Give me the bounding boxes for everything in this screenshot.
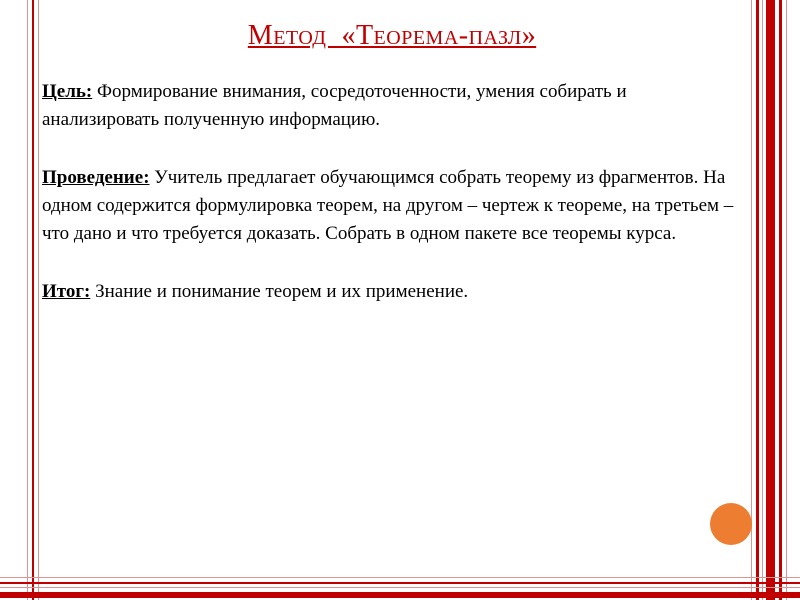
paragraph-procedure: [42, 164, 742, 248]
left-border-line: [27, 0, 28, 600]
accent-circle: [710, 503, 752, 545]
right-border-line: [756, 0, 759, 600]
right-border-line: [751, 0, 752, 600]
paragraph-goal-label: Цель:: [42, 81, 93, 102]
right-border-line: [766, 0, 775, 600]
slide-title: Метод «Теорема-пазл»: [247, 20, 537, 51]
bottom-border-line: [0, 592, 800, 598]
paragraph-result-label: Итог:: [42, 281, 91, 302]
bottom-border-line: [0, 577, 800, 578]
bottom-border-line: [0, 582, 800, 584]
right-border-line: [762, 0, 763, 600]
slide-content: [42, 20, 742, 336]
right-border-line: [786, 0, 787, 600]
right-border-line: [779, 0, 782, 600]
paragraph-result-text: Знание и понимание теорем и их применение.: [95, 281, 469, 302]
bottom-border-line: [0, 587, 800, 588]
paragraph-goal-text: Формирование внимания, сосредоточенности, умения собирать и анализировать полученную информацию.: [42, 81, 627, 130]
paragraph-procedure-label: Проведение:: [42, 167, 150, 188]
paragraph-result: [42, 278, 742, 306]
left-border-line: [32, 0, 34, 600]
paragraph-procedure-text: Учитель предлагает обучающимся собрать теорему из фрагментов. На одном содержится формулировка теорем, на другом – чертеж к теореме, на третьем – что дано и что требуется доказать. Собрать в одном пакете все теоремы курса.: [42, 167, 734, 244]
paragraph-goal: [42, 78, 742, 134]
left-border-line: [38, 0, 39, 600]
